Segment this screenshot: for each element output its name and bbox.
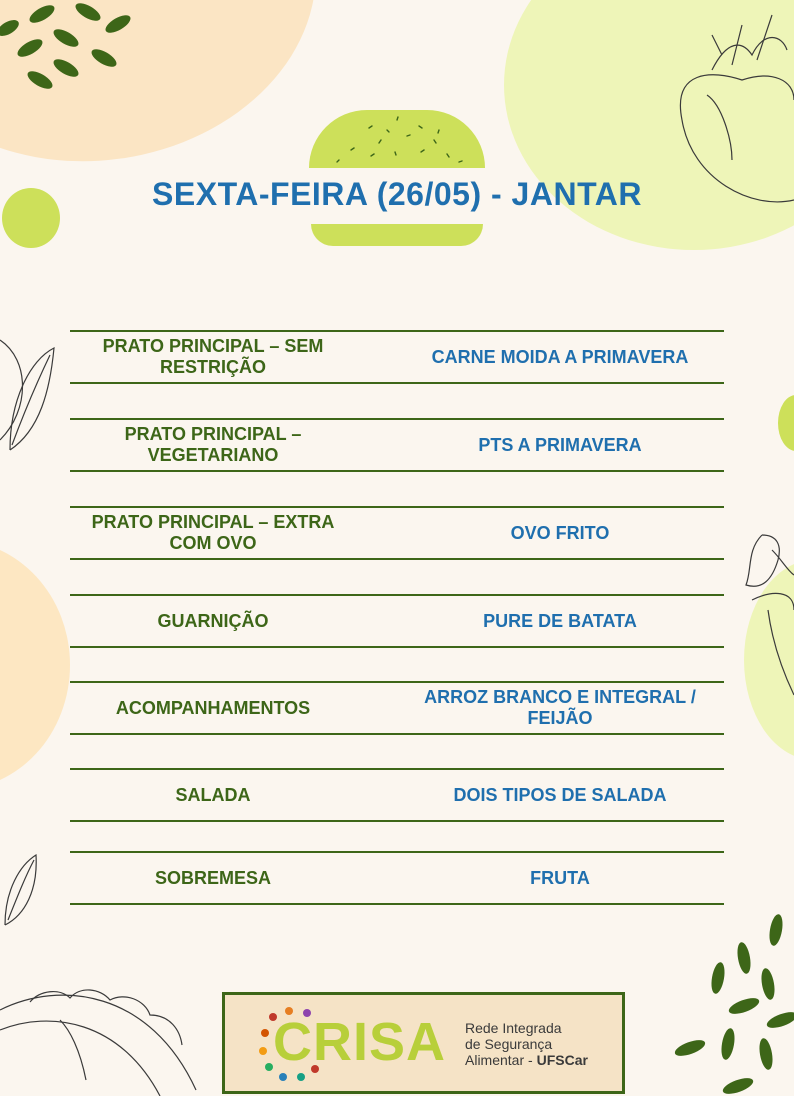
page-title: SEXTA-FEIRA (26/05) - JANTAR [152, 176, 642, 212]
menu-row [70, 768, 724, 822]
burger-bun-bottom [311, 224, 483, 246]
menu-row [70, 506, 724, 560]
logo-caption-line: de Segurança [465, 1036, 553, 1052]
logo-caption [465, 1020, 588, 1068]
menu-row [70, 418, 724, 472]
taco-icon [0, 980, 200, 1096]
menu-row-label: SALADA [175, 784, 251, 805]
menu-row-value: OVO FRITO [510, 522, 610, 543]
menu-row [70, 851, 724, 905]
menu-row-value: PTS A PRIMAVERA [478, 434, 642, 455]
burger-bun-top [309, 110, 485, 168]
leaves-icon [0, 0, 140, 100]
logo-caption-prefix: Alimentar - [465, 1052, 537, 1068]
sesame-seeds-icon [309, 110, 485, 168]
menu-row-label: PRATO PRINCIPAL – SEM RESTRIÇÃO [102, 336, 324, 377]
leaf-outline-icon [0, 850, 40, 930]
menu-row-value: DOIS TIPOS DE SALADA [453, 784, 667, 805]
decor-dot-right [778, 395, 794, 451]
menu-row-value: PURE DE BATATA [483, 610, 637, 631]
menu-row [70, 594, 724, 648]
decor-blob-mid-left [0, 540, 70, 790]
menu-row-label: SOBREMESA [154, 867, 271, 888]
leaf-outline-icon [0, 330, 56, 460]
menu-row [70, 330, 724, 384]
carrot-icon [742, 530, 794, 700]
menu-row-label: PRATO PRINCIPAL – EXTRA COM OVO [91, 512, 335, 553]
menu-row [70, 681, 724, 735]
logo-wordmark: CRISA [273, 1012, 447, 1072]
menu-row-value: CARNE MOIDA A PRIMAVERA [431, 346, 689, 367]
menu-row-value: ARROZ BRANCO E INTEGRAL / FEIJÃO [424, 687, 696, 728]
menu-row-label: ACOMPANHAMENTOS [115, 697, 311, 718]
menu-row-value: FRUTA [530, 867, 590, 888]
logo-caption-ufscar: UFSCar [536, 1052, 588, 1068]
logo-caption-line: Rede Integrada [465, 1020, 562, 1036]
menu-row-label: PRATO PRINCIPAL – VEGETARIANO [124, 424, 302, 465]
menu-row-label: GUARNIÇÃO [157, 610, 269, 631]
crisa-logo [222, 992, 625, 1094]
logo-caption-line [465, 1052, 588, 1068]
leaves-icon [670, 910, 794, 1096]
